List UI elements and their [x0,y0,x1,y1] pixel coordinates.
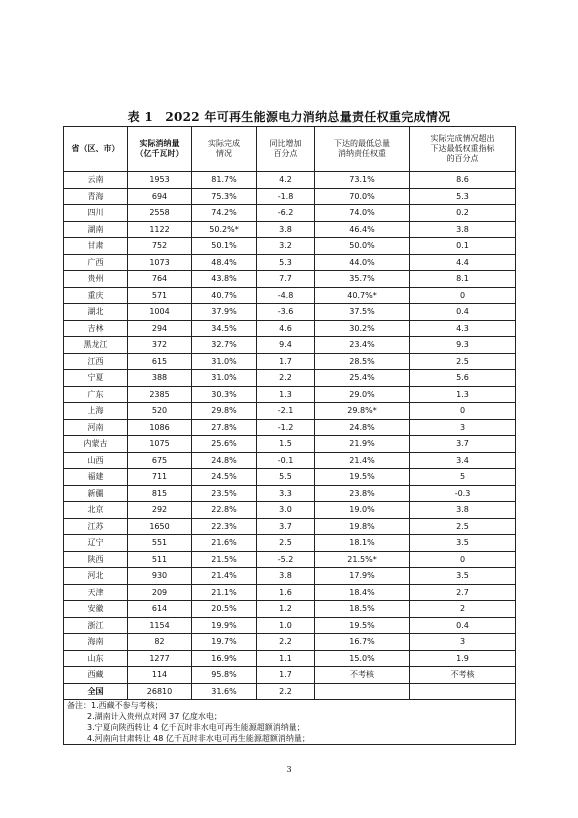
cell-excess: 3.8 [410,502,516,519]
cell-yoy: 1.1 [257,650,315,667]
table-row [64,419,516,436]
cell-yoy: 1.5 [257,436,315,453]
table-row [64,502,516,519]
cell-min-weight: 74.0% [315,205,410,222]
cell-consumption: 1154 [128,617,192,634]
cell-min-weight: 15.0% [315,650,410,667]
table-row [64,320,516,337]
cell-province: 贵州 [64,271,128,288]
table-row [64,535,516,552]
cell-excess: 0.4 [410,304,516,321]
cell-completion: 30.3% [192,386,257,403]
cell-yoy: 4.6 [257,320,315,337]
cell-yoy: 7.7 [257,271,315,288]
cell-province: 陕西 [64,551,128,568]
cell-completion: 20.5% [192,601,257,618]
cell-province: 重庆 [64,287,128,304]
cell-completion: 21.6% [192,535,257,552]
cell-excess [410,683,516,700]
cell-min-weight: 28.5% [315,353,410,370]
cell-province: 浙江 [64,617,128,634]
cell-province: 西藏 [64,667,128,684]
cell-excess: 1.3 [410,386,516,403]
cell-consumption: 114 [128,667,192,684]
cell-yoy: 3.3 [257,485,315,502]
cell-consumption: 571 [128,287,192,304]
cell-excess: 3.8 [410,221,516,238]
cell-yoy: -1.8 [257,188,315,205]
cell-province: 江西 [64,353,128,370]
cell-province: 云南 [64,172,128,189]
cell-consumption: 614 [128,601,192,618]
cell-consumption: 752 [128,238,192,255]
cell-yoy: 2.2 [257,370,315,387]
cell-yoy: 1.0 [257,617,315,634]
cell-consumption: 372 [128,337,192,354]
cell-province: 黑龙江 [64,337,128,354]
cell-consumption: 388 [128,370,192,387]
cell-min-weight: 29.8%* [315,403,410,420]
cell-province: 四川 [64,205,128,222]
cell-yoy: 3.8 [257,221,315,238]
header-actual-completion: 实际完成 情况 [192,127,257,172]
cell-yoy: 2.5 [257,535,315,552]
cell-excess: -0.3 [410,485,516,502]
cell-min-weight: 不考核 [315,667,410,684]
header-yoy-increase: 同比增加 百分点 [257,127,315,172]
cell-completion: 22.8% [192,502,257,519]
cell-excess: 0.1 [410,238,516,255]
cell-yoy: -6.2 [257,205,315,222]
data-table [63,126,516,745]
cell-completion: 19.9% [192,617,257,634]
cell-min-weight: 21.9% [315,436,410,453]
cell-consumption: 764 [128,271,192,288]
cell-province: 全国 [64,683,128,700]
cell-province: 宁夏 [64,370,128,387]
cell-excess: 3 [410,419,516,436]
cell-completion: 23.5% [192,485,257,502]
cell-consumption: 1073 [128,254,192,271]
cell-yoy: 1.2 [257,601,315,618]
cell-excess: 0 [410,403,516,420]
table-row [64,518,516,535]
cell-yoy: 2.2 [257,634,315,651]
cell-yoy: 3.8 [257,568,315,585]
cell-min-weight: 46.4% [315,221,410,238]
cell-completion: 24.8% [192,452,257,469]
cell-completion: 43.8% [192,271,257,288]
cell-province: 广东 [64,386,128,403]
cell-province: 吉林 [64,320,128,337]
cell-province: 河南 [64,419,128,436]
table-row [64,617,516,634]
table-row [64,221,516,238]
cell-excess: 3.5 [410,568,516,585]
cell-province: 广西 [64,254,128,271]
cell-yoy: 1.7 [257,353,315,370]
cell-province: 安徽 [64,601,128,618]
header-min-weight: 下达的最低总量 消纳责任权重 [315,127,410,172]
table-row [64,337,516,354]
cell-excess: 3.4 [410,452,516,469]
table-row [64,452,516,469]
cell-completion: 34.5% [192,320,257,337]
cell-min-weight: 19.0% [315,502,410,519]
total-row [64,683,516,700]
cell-completion: 29.8% [192,403,257,420]
cell-min-weight: 21.5%* [315,551,410,568]
cell-province: 北京 [64,502,128,519]
cell-yoy: 3.7 [257,518,315,535]
cell-min-weight: 17.9% [315,568,410,585]
table-row [64,436,516,453]
table-row [64,551,516,568]
cell-completion: 21.5% [192,551,257,568]
cell-excess: 3.7 [410,436,516,453]
cell-completion: 95.8% [192,667,257,684]
cell-min-weight: 44.0% [315,254,410,271]
cell-province: 新疆 [64,485,128,502]
cell-yoy: 1.7 [257,667,315,684]
cell-excess: 不考核 [410,667,516,684]
cell-consumption: 1650 [128,518,192,535]
cell-consumption: 1004 [128,304,192,321]
cell-province: 河北 [64,568,128,585]
table-row [64,370,516,387]
cell-consumption: 815 [128,485,192,502]
cell-excess: 2.7 [410,584,516,601]
cell-min-weight: 30.2% [315,320,410,337]
cell-completion: 21.4% [192,568,257,585]
cell-excess: 0 [410,287,516,304]
cell-excess: 5.3 [410,188,516,205]
cell-yoy: 1.3 [257,386,315,403]
cell-min-weight: 25.4% [315,370,410,387]
cell-province: 江苏 [64,518,128,535]
cell-completion: 31.0% [192,353,257,370]
header-province: 省（区、市） [64,127,128,172]
cell-excess: 0.2 [410,205,516,222]
cell-yoy: 3.0 [257,502,315,519]
cell-min-weight: 21.4% [315,452,410,469]
cell-consumption: 294 [128,320,192,337]
cell-province: 甘肃 [64,238,128,255]
cell-excess: 3 [410,634,516,651]
cell-min-weight: 19.5% [315,469,410,486]
table-row [64,254,516,271]
cell-completion: 24.5% [192,469,257,486]
cell-province: 天津 [64,584,128,601]
notes-row [64,700,516,745]
cell-province: 山东 [64,650,128,667]
cell-province: 山西 [64,452,128,469]
cell-consumption: 82 [128,634,192,651]
cell-province: 内蒙古 [64,436,128,453]
cell-yoy: -4.8 [257,287,315,304]
cell-excess: 4.4 [410,254,516,271]
cell-yoy: -3.6 [257,304,315,321]
cell-min-weight [315,683,410,700]
cell-consumption: 1075 [128,436,192,453]
table-row [64,568,516,585]
cell-yoy: -5.2 [257,551,315,568]
cell-completion: 37.9% [192,304,257,321]
cell-completion: 25.6% [192,436,257,453]
cell-yoy: -0.1 [257,452,315,469]
table-title: 表 1 2022 年可再生能源电力消纳总量责任权重完成情况 [127,110,451,124]
table-row [64,172,516,189]
cell-completion: 31.6% [192,683,257,700]
table-row [64,584,516,601]
cell-completion: 50.1% [192,238,257,255]
header-row [64,127,516,172]
cell-yoy: 4.2 [257,172,315,189]
cell-min-weight: 23.8% [315,485,410,502]
cell-consumption: 520 [128,403,192,420]
table-row [64,485,516,502]
table-row [64,271,516,288]
cell-consumption: 694 [128,188,192,205]
cell-min-weight: 19.8% [315,518,410,535]
cell-min-weight: 37.5% [315,304,410,321]
cell-province: 海南 [64,634,128,651]
cell-min-weight: 73.1% [315,172,410,189]
cell-yoy: -1.2 [257,419,315,436]
cell-yoy: 5.5 [257,469,315,486]
cell-consumption: 615 [128,353,192,370]
cell-consumption: 1953 [128,172,192,189]
cell-consumption: 26810 [128,683,192,700]
cell-min-weight: 23.4% [315,337,410,354]
note-line: 2.湖南计入贵州点对网 37 亿度水电； [87,712,222,721]
cell-consumption: 209 [128,584,192,601]
cell-completion: 16.9% [192,650,257,667]
cell-completion: 40.7% [192,287,257,304]
table-row [64,188,516,205]
cell-completion: 32.7% [192,337,257,354]
table-row [64,304,516,321]
cell-consumption: 930 [128,568,192,585]
cell-completion: 21.1% [192,584,257,601]
header-excess-points: 实际完成情况超出 下达最低权重指标 的百分点 [410,127,516,172]
note-line: 3.宁夏向陕西转让 4 亿千瓦时非水电可再生能源超额消纳量； [87,723,305,732]
table-row [64,353,516,370]
page-number: 3 [286,765,292,774]
cell-yoy: 1.6 [257,584,315,601]
table-row [64,403,516,420]
cell-excess: 3.5 [410,535,516,552]
cell-min-weight: 40.7%* [315,287,410,304]
table-row [64,650,516,667]
cell-min-weight: 35.7% [315,271,410,288]
cell-completion: 19.7% [192,634,257,651]
cell-yoy: 5.3 [257,254,315,271]
cell-yoy: 9.4 [257,337,315,354]
cell-consumption: 511 [128,551,192,568]
cell-completion: 22.3% [192,518,257,535]
cell-excess: 8.1 [410,271,516,288]
cell-min-weight: 70.0% [315,188,410,205]
cell-consumption: 711 [128,469,192,486]
cell-completion: 81.7% [192,172,257,189]
cell-completion: 50.2%* [192,221,257,238]
table-row [64,386,516,403]
cell-consumption: 2558 [128,205,192,222]
cell-yoy: 3.2 [257,238,315,255]
cell-min-weight: 16.7% [315,634,410,651]
table-row [64,601,516,618]
cell-province: 上海 [64,403,128,420]
cell-yoy: 2.2 [257,683,315,700]
cell-consumption: 2385 [128,386,192,403]
cell-excess: 0.4 [410,617,516,634]
cell-completion: 31.0% [192,370,257,387]
cell-province: 湖北 [64,304,128,321]
cell-consumption: 292 [128,502,192,519]
table-row [64,634,516,651]
cell-excess: 2.5 [410,518,516,535]
cell-consumption: 675 [128,452,192,469]
cell-consumption: 1122 [128,221,192,238]
header-actual-consumption: 实际消纳量 （亿千瓦时） [128,127,192,172]
table-row [64,238,516,255]
table-row [64,205,516,222]
cell-completion: 27.8% [192,419,257,436]
cell-yoy: -2.1 [257,403,315,420]
cell-min-weight: 50.0% [315,238,410,255]
note-line: 备注：1.西藏不参与考核； [67,701,163,710]
cell-province: 辽宁 [64,535,128,552]
cell-consumption: 551 [128,535,192,552]
cell-min-weight: 24.8% [315,419,410,436]
cell-consumption: 1277 [128,650,192,667]
cell-min-weight: 19.5% [315,617,410,634]
cell-excess: 1.9 [410,650,516,667]
cell-consumption: 1086 [128,419,192,436]
cell-min-weight: 29.0% [315,386,410,403]
cell-excess: 0 [410,551,516,568]
cell-completion: 74.2% [192,205,257,222]
cell-excess: 2.5 [410,353,516,370]
cell-province: 福建 [64,469,128,486]
cell-excess: 2 [410,601,516,618]
table-row [64,287,516,304]
cell-min-weight: 18.1% [315,535,410,552]
cell-excess: 5 [410,469,516,486]
cell-completion: 75.3% [192,188,257,205]
cell-excess: 5.6 [410,370,516,387]
cell-completion: 48.4% [192,254,257,271]
cell-min-weight: 18.5% [315,601,410,618]
table-row [64,469,516,486]
note-line: 4.河南向甘肃转让 48 亿千瓦时非水电可再生能源超额消纳量； [87,734,310,743]
cell-province: 湖南 [64,221,128,238]
cell-excess: 8.6 [410,172,516,189]
cell-excess: 4.3 [410,320,516,337]
table-row [64,667,516,684]
cell-province: 青海 [64,188,128,205]
cell-excess: 9.3 [410,337,516,354]
cell-min-weight: 18.4% [315,584,410,601]
notes-cell [64,700,516,745]
